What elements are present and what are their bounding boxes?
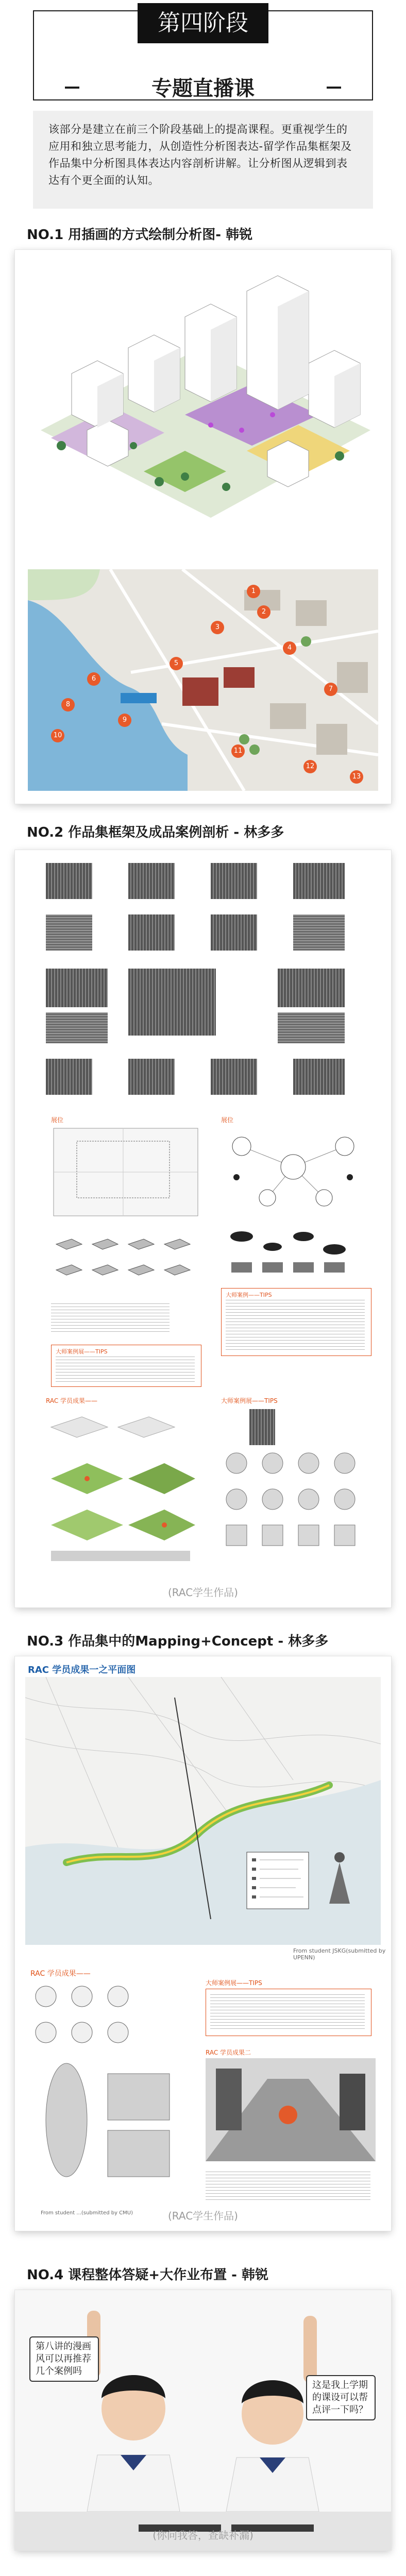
section-2-title: NO.2 作品集框架及成品案例剖析 - 林多多 [27,825,284,840]
stage-tag: 第四阶段 [138,3,268,43]
section-1-title: NO.1 用插画的方式绘制分析图- 韩锐 [27,227,253,243]
tips-label: 大师案例展——TIPS [206,1979,262,1987]
map-marker: 10 [51,729,64,742]
tips-box-1 [51,1345,201,1387]
map-marker: 9 [118,714,131,727]
text-lines [51,1303,170,1334]
bubble-diagram [221,1126,365,1213]
board-label-b: 展位 [221,1116,234,1124]
rac-label-1: RAC 学员成果—— [46,1397,98,1404]
board-label-a: 展位 [51,1116,64,1124]
section-1-card [15,250,391,804]
site-plan-drawing [51,1126,200,1218]
credit-text-2: From student ...(submitted by CMU) [41,2210,133,2216]
dash-right [327,87,341,89]
section-3-card [15,1656,391,2231]
text-lines [210,1994,365,2030]
text-lines [56,1357,195,1382]
tips-heading: 大师案例展——TIPS [56,1348,108,1355]
section-3-caption: (RAC学生作品) [168,2210,238,2222]
isometric-illustration [30,260,376,554]
concept-sketch-grid [30,1981,180,2202]
topic-title: 专题直播课 [151,77,255,100]
portfolio-thumbnail-grid [41,863,360,1105]
axonometric-objects [51,1229,200,1291]
section-4-card [15,2290,391,2550]
map-marker: 8 [61,698,75,711]
rac-label-b: RAC 学员成果—— [30,1970,91,1978]
map-marker: 5 [170,657,183,670]
map-marker: 11 [231,744,245,758]
section-4-caption: (你问我答，查缺补漏) [153,2529,253,2541]
street-collage [206,2058,376,2161]
section-3-title: NO.3 作品集中的Mapping+Concept - 林多多 [27,1634,329,1649]
mapping-site-plan [25,1677,381,1945]
rac-label-c: RAC 学员成果二 [206,2049,251,2056]
section-2-caption: (RAC学生作品) [168,1586,238,1599]
map-marker: 13 [350,770,363,784]
rac-green-plans [46,1406,200,1566]
map-marker: 7 [324,683,337,696]
map-marker: 6 [87,672,100,686]
map-marker: 1 [247,585,260,598]
tips-heading: 大师案例——TIPS [226,1292,272,1298]
map-marker: 12 [303,760,317,773]
intro-text: 该部分是建立在前三个阶段基础上的提高课程。更重视学生的应用和独立思考能力，从创造性分析图表达-留学作品集框架及作品集中分析图具体表达内容剖析讲解。让分析图从逻辑到表达有个更全面的认知。 [33,111,373,209]
speech-bubble-left: 第八讲的漫画风可以再推荐几个案例吗 [29,2336,99,2382]
map-title: RAC 学员成果一之平面图 [28,1665,136,1675]
tips-box-3 [206,1989,371,2036]
text-lines [206,2172,370,2202]
map-marker: 2 [257,605,270,619]
photo-thumb [249,1409,275,1445]
section-4-title: NO.4 课程整体答疑+大作业布置 - 韩锐 [27,2267,268,2283]
rac-object-grid [221,1448,370,1571]
speech-bubble-right: 这是我上学期的课设可以帮点评一下吗？ [306,2375,376,2420]
map-marker: 4 [283,641,296,655]
map-marker: 3 [211,621,224,634]
text-lines [226,1300,365,1351]
diagram-row [221,1221,365,1278]
tips-box-2 [221,1288,371,1356]
map-illustration [28,569,378,791]
tips-label-3: 大师案例展——TIPS [221,1397,278,1404]
credit-text: From student JSKG(submitted by UPENN) [293,1947,386,1961]
section-2-card [15,850,391,1607]
